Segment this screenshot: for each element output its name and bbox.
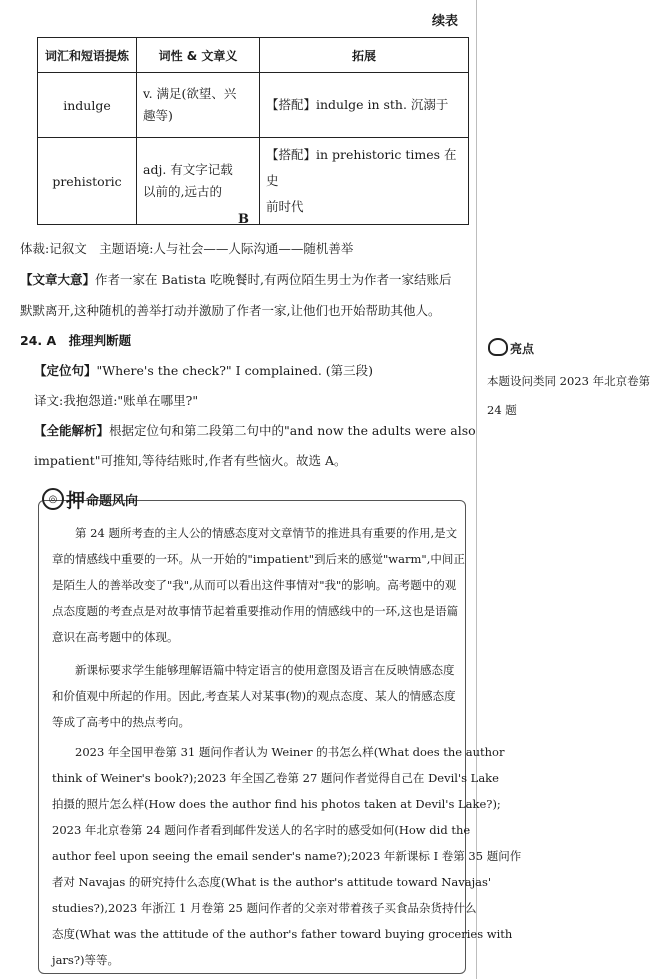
summary-tag: 【文章大意】 <box>20 272 96 287</box>
target-icon: ◎ <box>42 488 64 510</box>
trend-line: studies?),2023 年浙江 1 月卷第 25 题问作者的父亲对带着孩子买食品杂货持什么 <box>52 901 477 915</box>
highlight-face-icon <box>488 338 508 356</box>
table-row <box>38 138 469 225</box>
analysis-line-2: impatient"可推知,等待结账时,作者有些恼火。故选 A。 <box>34 453 347 468</box>
trend-badge <box>42 485 138 513</box>
locate-text: "Where's the check?" I complained. (第三段) <box>96 363 374 378</box>
vocab-extension <box>260 138 469 225</box>
column-header-extension: 拓展 <box>260 38 469 73</box>
pos-line: 趣等) <box>143 108 173 123</box>
locate-tag: 【定位句】 <box>34 363 97 378</box>
pos-line: v. 满足(欲望、兴 <box>143 86 237 101</box>
table-row <box>38 73 469 138</box>
trend-line: think of Weiner's book?);2023 年全国乙卷第 27 题问作者觉得自己在 Devil's Lake <box>52 771 499 785</box>
trend-line: 第 24 题所考查的主人公的情感态度对文章情节的推进具有重要的作用,是文 <box>52 526 458 540</box>
analysis-line-1 <box>34 422 476 440</box>
trend-line: 2023 年北京卷第 24 题问作者看到邮件发送人的名字时的感受如何(How did the <box>52 823 471 837</box>
ext-line: 【搭配】indulge in sth. 沉溺于 <box>266 97 449 112</box>
section-label: B <box>238 212 249 227</box>
trend-line: 2023 年全国甲卷第 31 题问作者认为 Weiner 的书怎么样(What does the author <box>52 745 505 759</box>
trend-line: 态度(What was the attitude of the author's father toward buying groceries with <box>52 927 513 941</box>
trend-line: 拍摄的照片怎么样(How does the author find his photos taken at Devil's Lake?); <box>52 797 501 811</box>
summary-text: 作者一家在 Batista 吃晚餐时,有两位陌生男士为作者一家结账后 <box>95 272 452 287</box>
pos-line: 以前的,远古的 <box>143 184 222 199</box>
ext-line: 【搭配】in prehistoric times 在史 <box>266 147 457 188</box>
analysis-tag: 【全能解析】 <box>34 423 110 438</box>
analysis-text: 根据定位句和第二段第二句中的"and now the adults were also <box>109 423 476 438</box>
ext-line: 前时代 <box>266 199 304 214</box>
trend-line: 等成了高考中的热点考向。 <box>52 715 190 729</box>
badge-main-char: 押 <box>66 489 86 512</box>
sidebar-note-line: 24 题 <box>487 403 517 417</box>
trend-line: 新课标要求学生能够理解语篇中特定语言的使用意图及语言在反映情感态度 <box>52 663 455 677</box>
trend-line: 者对 Navajas 的研究持什么态度(What is the author's attitude toward Navajas' <box>52 875 492 889</box>
vocab-extension <box>260 73 469 138</box>
pos-line: adj. 有文字记载 <box>143 162 233 177</box>
vocab-word: prehistoric <box>38 138 137 225</box>
trend-line: 意识在高考题中的体现。 <box>52 630 179 644</box>
column-divider <box>476 0 477 979</box>
vocab-word: indulge <box>38 73 137 138</box>
vocab-table <box>37 37 469 225</box>
translation-line: 译文:我抱怨道:"账单在哪里?" <box>34 393 199 408</box>
sidebar-note-line: 本题设问类同 2023 年北京卷第 <box>487 374 651 388</box>
vocab-pos <box>137 73 260 138</box>
question-heading: 24. A 推理判断题 <box>20 333 132 348</box>
sidebar-label: 亮点 <box>510 342 535 356</box>
trend-line: 是陌生人的善举改变了"我",从而可以看出这件事情对"我"的影响。高考题中的观 <box>52 578 457 592</box>
genre-line: 体裁:记叙文 主题语境:人与社会——人际沟通——随机善举 <box>20 241 354 256</box>
badge-title: 命题风向 <box>86 493 139 509</box>
trend-line: jars?)等等。 <box>52 953 119 967</box>
summary-line-2: 默默离开,这种随机的善举打动并激励了作者一家,让他们也开始帮助其他人。 <box>20 303 441 318</box>
column-header-vocab: 词汇和短语提炼 <box>38 38 137 73</box>
trend-line: 和价值观中所起的作用。因此,考查某人对某事(物)的观点态度、某人的情感态度 <box>52 689 456 703</box>
continued-table-label: 续表 <box>432 14 459 29</box>
trend-line: 章的情感线中重要的一环。从一开始的"impatient"到后来的感觉"warm",中间正 <box>52 552 465 566</box>
summary-line-1 <box>20 271 452 289</box>
trend-line: author feel upon seeing the email sender's name?);2023 年新课标 Ⅰ 卷第 35 题问作 <box>52 849 522 863</box>
table-header-row <box>38 38 469 73</box>
column-header-pos: 词性 & 文章义 <box>137 38 260 73</box>
trend-line: 点态度题的考查点是对故事情节起着重要推动作用的情感线中的一环,这也是语篇 <box>52 604 459 618</box>
locate-line <box>34 362 373 380</box>
